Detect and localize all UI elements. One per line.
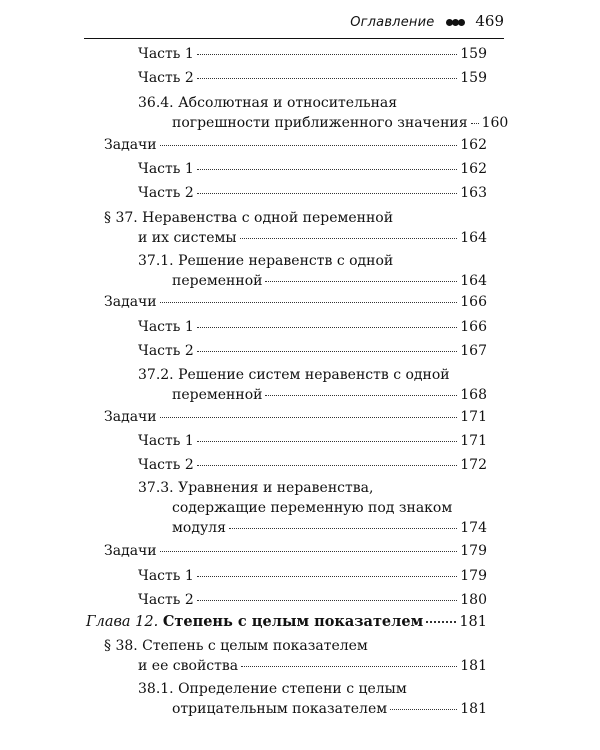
entry-title: Задачи xyxy=(104,294,157,310)
entry-title: Часть 2 xyxy=(138,457,194,473)
toc-entry xyxy=(138,679,487,719)
entry-title: Часть 1 xyxy=(138,433,194,449)
toc-entry xyxy=(104,636,487,676)
entry-title: переменной xyxy=(172,273,263,289)
toc-entry xyxy=(138,317,487,337)
entry-title: модуля xyxy=(172,520,226,536)
entry-heading-line: § 37. Неравенства с одной переменной xyxy=(104,210,394,226)
entry-page: 181 xyxy=(460,658,487,674)
entry-page: 181 xyxy=(459,614,487,630)
entry-page: 160 xyxy=(481,115,509,131)
entry-page: 164 xyxy=(460,230,487,246)
toc-entry xyxy=(104,292,487,312)
entry-title: погрешности приближенного значения xyxy=(172,115,468,131)
entry-title: Часть 1 xyxy=(138,319,194,335)
toc-entry xyxy=(138,341,487,361)
dot-leader xyxy=(197,576,458,577)
dot-leader xyxy=(197,351,458,352)
dot-leader xyxy=(197,169,458,170)
toc-entry xyxy=(104,407,487,427)
entry-heading-line: 37.3. Уравнения и неравенства, xyxy=(138,480,374,496)
entry-title: отрицательным показателем xyxy=(172,701,388,717)
entry-heading-line: 37.1. Решение неравенств с одной xyxy=(138,253,394,269)
dot-leader xyxy=(197,78,458,79)
entry-heading-line: содержащие переменную под знаком xyxy=(172,500,453,516)
dot-leader xyxy=(471,123,479,124)
dot-leader xyxy=(160,302,458,303)
toc-chapter-entry xyxy=(86,612,487,632)
dot-leader xyxy=(390,709,457,710)
entry-page: 180 xyxy=(460,592,487,608)
entry-title: Часть 1 xyxy=(138,568,194,584)
toc-entry xyxy=(104,208,487,248)
entry-title: Часть 2 xyxy=(138,70,194,86)
entry-title: Задачи xyxy=(104,137,157,153)
entry-title: Задачи xyxy=(104,409,157,425)
entry-title: Часть 2 xyxy=(138,185,194,201)
toc-entry xyxy=(138,251,487,291)
entry-heading-line: 36.4. Абсолютная и относительная xyxy=(138,95,398,111)
dot-leader xyxy=(197,54,458,55)
dot-leader xyxy=(265,281,457,282)
entry-page: 179 xyxy=(460,543,487,559)
entry-page: 172 xyxy=(460,457,487,473)
entry-page: 179 xyxy=(460,568,487,584)
dot-leader xyxy=(197,327,458,328)
chapter-title: Степень с целым показателем xyxy=(162,613,424,630)
entry-title: Часть 1 xyxy=(138,46,194,62)
entry-page: 174 xyxy=(460,520,487,536)
dot-leader xyxy=(229,528,457,529)
entry-heading-line: § 38. Степень с целым показателем xyxy=(104,638,368,654)
toc-entry xyxy=(138,365,487,405)
dot-leader xyxy=(426,621,456,623)
entry-page: 171 xyxy=(460,433,487,449)
entry-title: Часть 1 xyxy=(138,161,194,177)
toc-entry xyxy=(138,455,487,475)
entry-page: 166 xyxy=(460,294,487,310)
dot-leader xyxy=(240,238,458,239)
entry-page: 171 xyxy=(460,409,487,425)
entry-title: и их системы xyxy=(138,230,237,246)
header-section-label: Оглавление xyxy=(350,15,435,30)
entry-page: 159 xyxy=(460,46,487,62)
toc-entry xyxy=(138,44,487,64)
entry-title: Часть 2 xyxy=(138,343,194,359)
entry-title: Задачи xyxy=(104,543,157,559)
entry-page: 181 xyxy=(460,701,487,717)
toc-entry xyxy=(138,183,487,203)
toc-entry xyxy=(138,566,487,586)
entry-page: 162 xyxy=(460,137,487,153)
dot-leader xyxy=(265,395,457,396)
chapter-label: Глава 12. xyxy=(86,614,159,630)
header-rule xyxy=(84,38,504,39)
toc-entry xyxy=(138,478,487,538)
toc-entry xyxy=(104,541,487,561)
entry-title: и ее свойства xyxy=(138,658,239,674)
entry-page: 163 xyxy=(460,185,487,201)
entry-page: 167 xyxy=(460,343,487,359)
toc-entry xyxy=(138,159,487,179)
entry-title: переменной xyxy=(172,387,263,403)
toc-entry xyxy=(138,68,487,88)
toc-entry xyxy=(138,431,487,451)
entry-page: 166 xyxy=(460,319,487,335)
header-page-number: 469 xyxy=(475,12,504,30)
dot-leader xyxy=(197,193,458,194)
toc-entry xyxy=(138,93,509,133)
dot-leader xyxy=(241,666,457,667)
entry-page: 162 xyxy=(460,161,487,177)
running-header xyxy=(84,8,504,34)
entry-heading-line: 37.2. Решение систем неравенств с одной xyxy=(138,367,450,383)
three-dots-ornament-icon xyxy=(447,9,465,35)
entry-heading-line: 38.1. Определение степени с целым xyxy=(138,681,407,697)
dot-leader xyxy=(197,600,458,601)
entry-title: Часть 2 xyxy=(138,592,194,608)
toc-entry xyxy=(104,135,487,155)
entry-page: 168 xyxy=(460,387,487,403)
dot-leader xyxy=(160,145,458,146)
dot-leader xyxy=(197,465,458,466)
entry-page: 159 xyxy=(460,70,487,86)
entry-page: 164 xyxy=(460,273,487,289)
toc-entry xyxy=(138,590,487,610)
dot-leader xyxy=(160,417,458,418)
dot-leader xyxy=(197,441,458,442)
dot-leader xyxy=(160,551,458,552)
